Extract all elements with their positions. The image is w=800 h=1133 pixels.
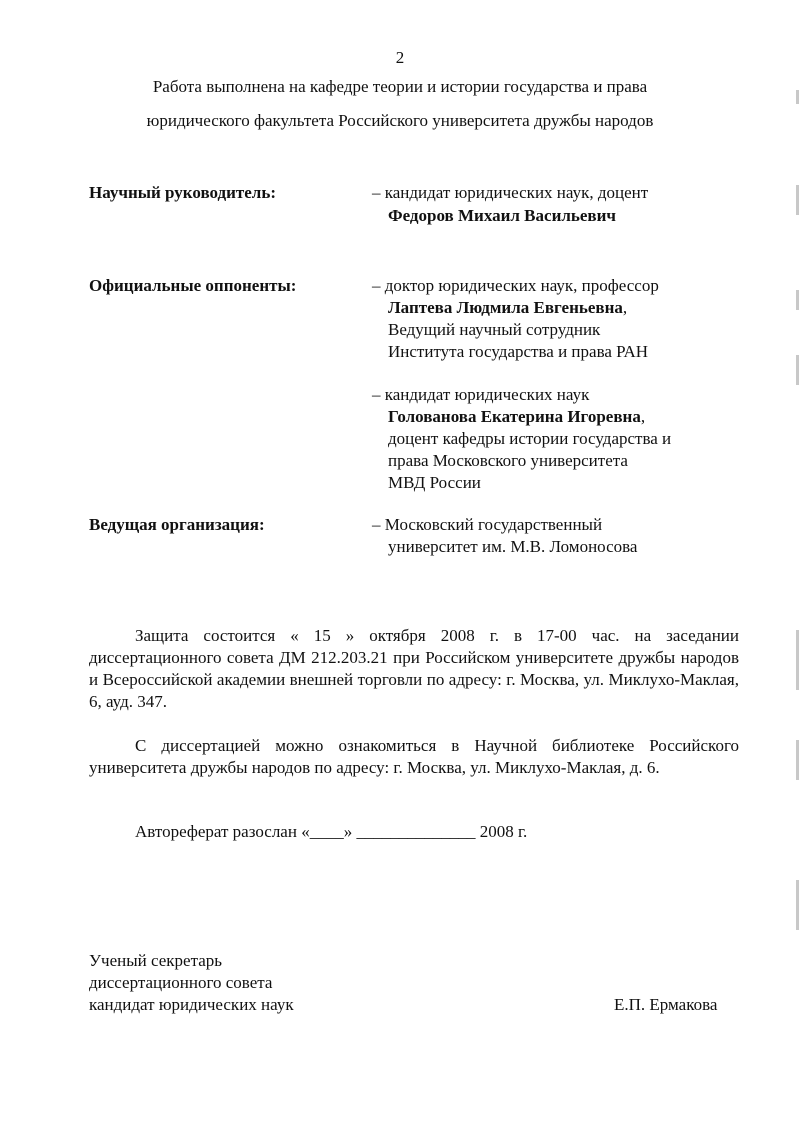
scan-edge-mark [796,355,799,385]
secretary-line-1: Ученый секретарь [89,951,223,970]
defense-paragraph: Защита состоится « 15 » октября 2008 г. в 17-00 час. на заседании диссертационного совета ДМ 212.203.21 при Российском университете дружбы народов и Всероссийской академии внешней торговли по адресу: г. Москва, ул. Миклухо-Маклая, 6, ауд. 347. [89,626,739,711]
scan-edge-mark [796,90,799,104]
opponent-2-position-line-1: доцент кафедры истории государства и [388,429,672,448]
scan-edge-mark [796,630,799,690]
opponent-2-name-suffix: , [640,407,646,426]
opponent-2-degree: – кандидат юридических наук [372,385,590,404]
supervisor-label: Научный руководитель: [89,183,276,202]
opponent-2-name-line [388,406,645,428]
scan-edge-mark [796,290,799,310]
opponent-1-degree: – доктор юридических наук, профессор [372,276,659,295]
secretary-line-2: диссертационного совета [89,973,273,992]
opponent-2-position-line-3: МВД России [388,473,481,492]
leading-org-line-2: университет им. М.В. Ломоносова [388,537,638,556]
opponent-1-position-line-2: Института государства и права РАН [388,342,648,361]
opponent-1-name: Лаптева Людмила Евгеньевна [388,298,623,317]
opponent-2-name: Голованова Екатерина Игоревна [388,407,641,426]
secretary-line-3: кандидат юридических наук [89,995,294,1014]
library-paragraph: С диссертацией можно ознакомиться в Научной библиотеке Российского университета дружбы народов по адресу: г. Москва, ул. Миклухо-Маклая, д. 6. [89,736,739,777]
opponent-2-position-line-2: права Московского университета [388,451,628,470]
supervisor-degree: – кандидат юридических наук, доцент [372,183,649,202]
opponents-label: Официальные оппоненты: [89,276,297,295]
scan-edge-mark [796,740,799,780]
page-number: 2 [395,48,405,67]
leading-org-line-1: – Московский государственный [372,515,603,534]
header-line-2: юридического факультета Российского университета дружбы народов [146,111,654,130]
header-line-1: Работа выполнена на кафедре теории и истории государства и права [152,77,648,96]
scan-edge-mark [796,185,799,215]
opponent-1-name-line [388,297,627,319]
supervisor-name: Федоров Михаил Васильевич [388,206,616,225]
opponent-1-position-line-1: Ведущий научный сотрудник [388,320,601,339]
opponent-1-name-suffix: , [622,298,628,317]
leading-org-label: Ведущая организация: [89,515,265,534]
mailing-line: Автореферат разослан «____» ______________ 2008 г. [135,822,528,841]
secretary-name: Е.П. Ермакова [614,995,718,1014]
scan-edge-mark [796,880,799,930]
